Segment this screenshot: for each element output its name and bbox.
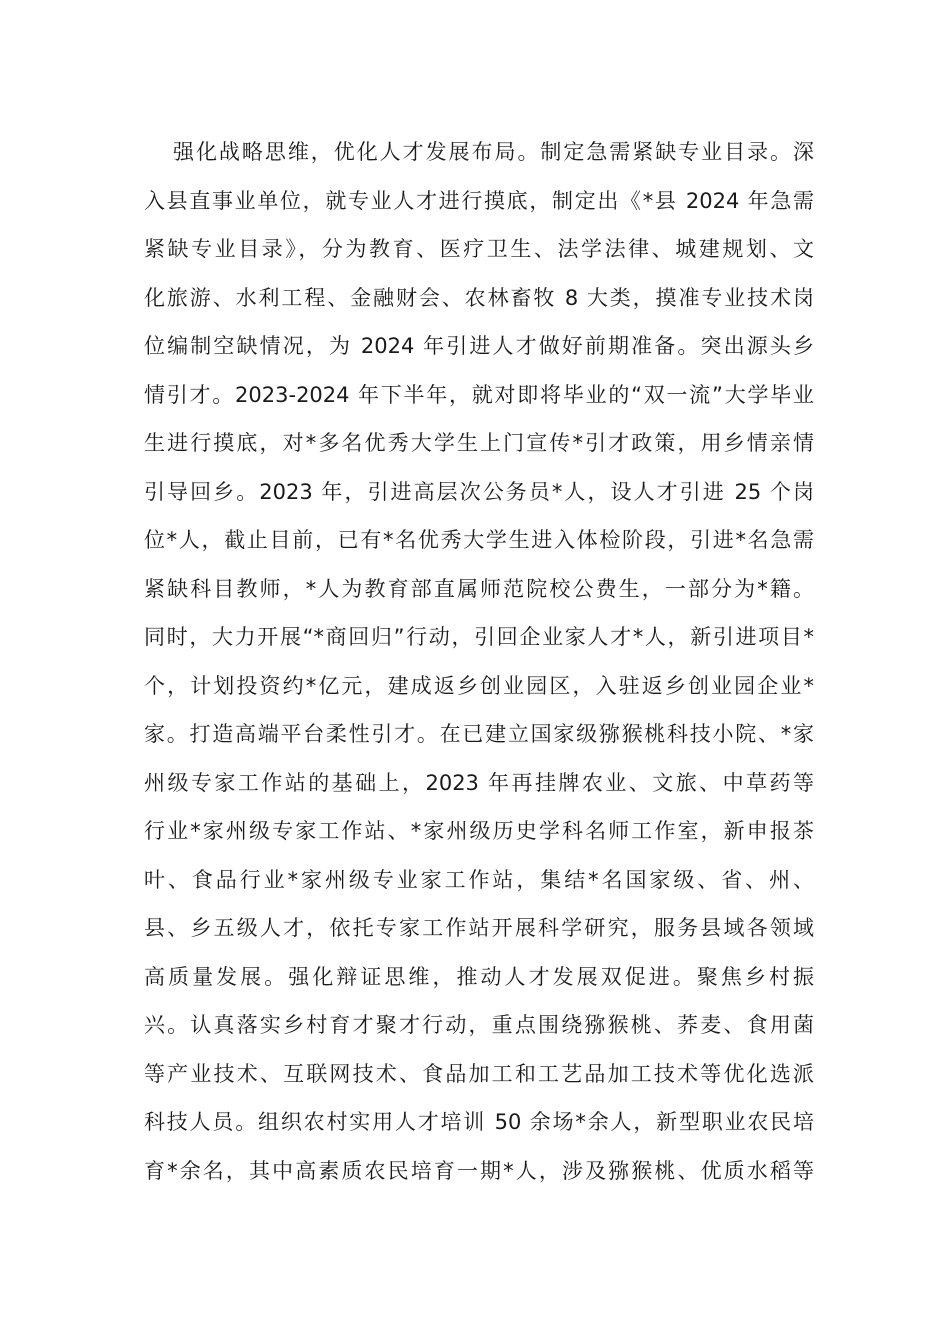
text-line: 高质量发展。强化辩证思维，推动人才发展双促进。聚焦乡村振: [144, 964, 814, 989]
text-line: 叶、食品行业*家州级专业家工作站，集结*名国家级、省、州、: [144, 867, 814, 892]
body-paragraph: [144, 128, 814, 1195]
text-line: 州级专家工作站的基础上，2023 年再挂牌农业、文旅、中草药等: [144, 770, 814, 795]
text-line: 化旅游、水利工程、金融财会、农林畜牧 8 大类，摸准专业技术岗: [144, 285, 814, 310]
text-line: 家。打造高端平台柔性引才。在已建立国家级猕猴桃科技小院、*家: [144, 722, 814, 746]
text-line: 行业*家州级专家工作站、*家州级历史学科名师工作室，新申报茶: [144, 819, 814, 843]
text-line: 紧缺专业目录》，分为教育、医疗卫生、法学法律、城建规划、文: [144, 237, 814, 261]
text-line: 强化战略思维，优化人才发展布局。制定急需紧缺专业目录。深: [173, 140, 814, 164]
text-line: 个，计划投资约*亿元，建成返乡创业园区，入驻返乡创业园企业*: [144, 673, 814, 698]
text-line: 同时，大力开展“*商回归”行动，引回企业家人才*人，新引进项目*: [144, 625, 814, 649]
text-line: 育*余名，其中高素质农民培育一期*人，涉及猕猴桃、优质水稻等: [144, 1158, 814, 1183]
text-line: 紧缺科目教师，*人为教育部直属师范院校公费生，一部分为*籍。: [144, 576, 814, 601]
text-line: 情引才。2023-2024 年下半年，就对即将毕业的“双一流”大学毕业: [144, 382, 814, 407]
text-line: 科技人员。组织农村实用人才培训 50 余场*余人，新型职业农民培: [144, 1110, 814, 1134]
text-line: 兴。认真落实乡村育才聚才行动，重点围绕猕猴桃、荞麦、食用菌: [144, 1013, 814, 1037]
text-line: 县、乡五级人才，依托专家工作站开展科学研究，服务县域各领域: [144, 916, 814, 940]
text-line: 引导回乡。2023 年，引进高层次公务员*人，设人才引进 25 个岗: [144, 479, 814, 504]
text-line: 位编制空缺情况，为 2024 年引进人才做好前期准备。突出源头乡: [144, 334, 814, 358]
text-line: 等产业技术、互联网技术、食品加工和工艺品加工技术等优化选派: [144, 1061, 814, 1086]
text-line: 生进行摸底，对*多名优秀大学生上门宣传*引才政策，用乡情亲情: [144, 431, 814, 455]
text-line: 位*人，截止目前，已有*名优秀大学生进入体检阶段，引进*名急需: [144, 528, 814, 552]
text-line: 入县直事业单位，就专业人才进行摸底，制定出《*县 2024 年急需: [144, 188, 814, 213]
